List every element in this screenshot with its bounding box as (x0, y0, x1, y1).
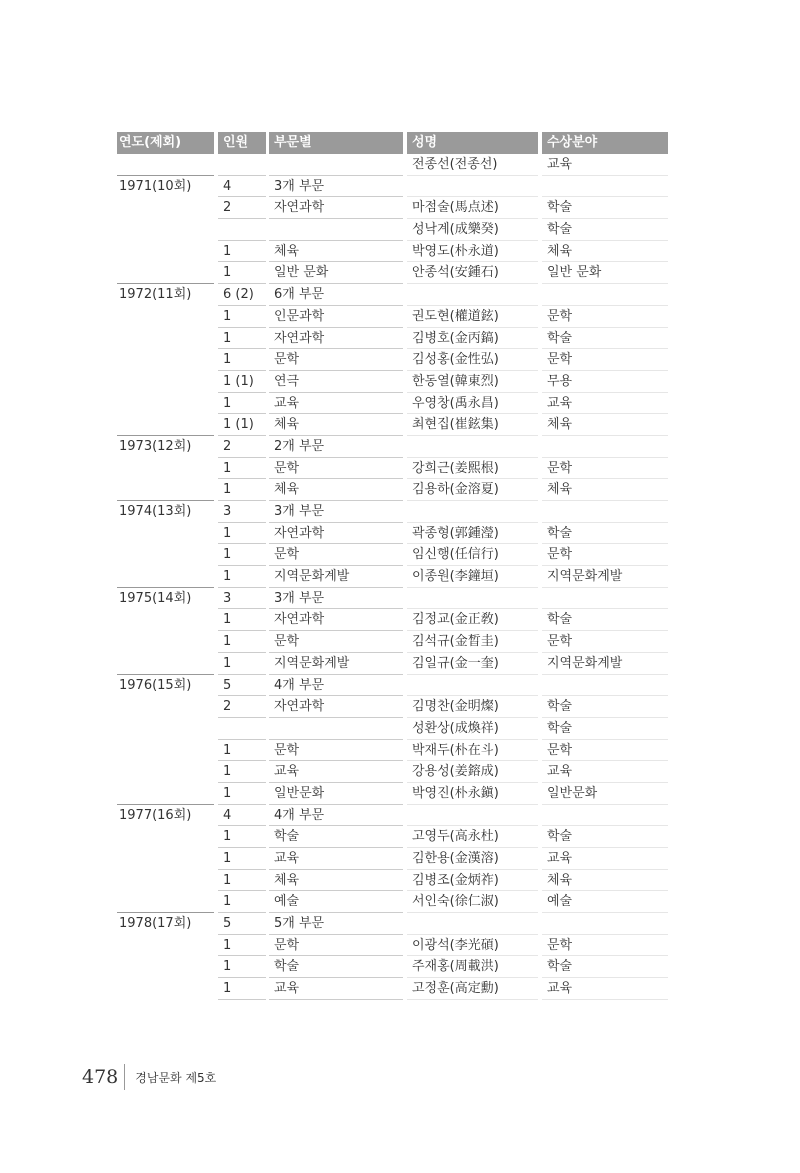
name-cell (407, 913, 538, 935)
count-cell: 1 (1) (218, 414, 266, 436)
count-cell: 1 (218, 935, 266, 957)
count-cell: 1 (218, 328, 266, 350)
name-cell (407, 284, 538, 306)
table-row (117, 978, 668, 1000)
count-cell: 1 (218, 848, 266, 870)
year-cell (117, 544, 214, 566)
year-cell: 1974(13회) (119, 504, 192, 519)
name-cell: 박재두(朴在斗) (407, 740, 538, 762)
name-cell: 고정훈(高定勳) (407, 978, 538, 1000)
year-cell: 1973(12회) (119, 438, 192, 454)
year-cell (117, 631, 214, 653)
field-cell (542, 588, 668, 610)
year-cell (117, 653, 214, 675)
name-cell: 임신행(任信行) (407, 544, 538, 566)
field-cell: 체육 (542, 870, 668, 892)
name-cell: 권도현(權道鉉) (407, 306, 538, 328)
category-cell: 학술 (269, 826, 403, 848)
count-cell: 4 (218, 176, 266, 198)
field-cell (542, 176, 668, 198)
name-cell (407, 501, 538, 523)
category-cell: 3개 부문 (269, 176, 403, 198)
count-cell: 1 (218, 479, 266, 501)
table-row (117, 870, 668, 892)
year-cell: 1972(11회) (119, 287, 192, 303)
year-cell (117, 718, 214, 740)
category-cell: 교육 (269, 393, 403, 415)
table-row (117, 631, 668, 653)
count-cell: 2 (218, 197, 266, 219)
name-cell: 김한용(金漢溶) (407, 848, 538, 870)
name-cell: 우영창(禹永昌) (407, 393, 538, 415)
name-cell: 박영진(朴永鎭) (407, 783, 538, 805)
count-cell: 6 (2) (218, 284, 266, 306)
count-cell: 5 (218, 675, 266, 697)
table-row (117, 588, 668, 610)
field-cell (542, 284, 668, 306)
table-row (117, 935, 668, 957)
year-cell (117, 761, 214, 783)
name-cell: 김병조(金炳祚) (407, 870, 538, 892)
field-cell (542, 675, 668, 697)
category-cell: 예술 (269, 891, 403, 913)
field-cell: 문학 (542, 935, 668, 957)
count-cell: 3 (218, 588, 266, 610)
table-row (117, 783, 668, 805)
year-cell: 1975(14회) (119, 590, 192, 606)
table-row (117, 328, 668, 350)
count-cell: 2 (218, 436, 266, 458)
year-cell (117, 848, 214, 870)
category-cell (269, 219, 403, 241)
year-cell (117, 306, 214, 328)
count-cell: 1 (1) (218, 371, 266, 393)
header-year: 연도(제회) (117, 132, 214, 154)
year-cell (117, 978, 214, 1000)
category-cell: 문학 (269, 458, 403, 480)
year-cell (117, 479, 214, 501)
count-cell: 1 (218, 544, 266, 566)
count-cell (218, 219, 266, 241)
field-cell: 지역문화계발 (542, 653, 668, 675)
category-cell: 일반 문화 (269, 262, 403, 284)
name-cell: 김명찬(金明燦) (407, 696, 538, 718)
table-row (117, 761, 668, 783)
table-row (117, 544, 668, 566)
year-cell (117, 219, 214, 241)
year-cell (117, 393, 214, 415)
field-cell: 학술 (542, 718, 668, 740)
field-cell: 문학 (542, 458, 668, 480)
category-cell: 문학 (269, 740, 403, 762)
year-cell (117, 696, 214, 718)
table-row (117, 805, 668, 827)
count-cell: 1 (218, 891, 266, 913)
field-cell: 교육 (542, 393, 668, 415)
name-cell: 김성홍(金性弘) (407, 349, 538, 371)
field-cell: 학술 (542, 826, 668, 848)
count-cell: 1 (218, 349, 266, 371)
field-cell: 문학 (542, 631, 668, 653)
year-cell: 1976(15회) (119, 677, 192, 693)
table-row (117, 523, 668, 545)
table-row (117, 306, 668, 328)
count-cell: 1 (218, 978, 266, 1000)
year-cell: 1978(17회) (119, 916, 192, 932)
field-cell: 교육 (542, 154, 668, 176)
name-cell: 안종석(安鍾石) (407, 262, 538, 284)
category-cell: 체육 (269, 870, 403, 892)
field-cell: 학술 (542, 219, 668, 241)
name-cell: 전종선(전종선) (407, 154, 538, 176)
table-row (117, 241, 668, 263)
year-cell (117, 740, 214, 762)
field-cell: 문학 (542, 349, 668, 371)
year-cell (117, 371, 214, 393)
count-cell (218, 154, 266, 176)
field-cell: 문학 (542, 544, 668, 566)
category-cell: 3개 부문 (269, 501, 403, 523)
publication-title: 경남문화 제5호 (135, 1070, 217, 1085)
category-cell: 4개 부문 (269, 805, 403, 827)
table-row (117, 393, 668, 415)
table-row (117, 913, 668, 935)
year-cell (117, 523, 214, 545)
category-cell: 체육 (269, 414, 403, 436)
field-cell: 문학 (542, 740, 668, 762)
year-cell (117, 414, 214, 436)
count-cell: 1 (218, 740, 266, 762)
name-cell: 김일규(金一奎) (407, 653, 538, 675)
table-row (117, 956, 668, 978)
category-cell: 2개 부문 (269, 436, 403, 458)
field-cell: 체육 (542, 241, 668, 263)
field-cell: 일반문화 (542, 783, 668, 805)
category-cell: 자연과학 (269, 328, 403, 350)
category-cell: 체육 (269, 479, 403, 501)
name-cell: 주재홍(周載洪) (407, 956, 538, 978)
count-cell: 1 (218, 870, 266, 892)
category-cell: 지역문화계발 (269, 653, 403, 675)
name-cell: 강용성(姜鎔成) (407, 761, 538, 783)
footer-divider (124, 1064, 125, 1090)
year-cell (117, 870, 214, 892)
table-row (117, 718, 668, 740)
count-cell: 1 (218, 761, 266, 783)
table-row (117, 696, 668, 718)
table-row (117, 501, 668, 523)
table-row (117, 414, 668, 436)
name-cell: 성환상(成煥祥) (407, 718, 538, 740)
name-cell (407, 436, 538, 458)
table-row (117, 458, 668, 480)
year-cell (117, 154, 214, 176)
count-cell: 1 (218, 783, 266, 805)
table-row (117, 479, 668, 501)
year-cell: 1977(16회) (119, 807, 192, 823)
field-cell: 학술 (542, 609, 668, 631)
count-cell: 1 (218, 956, 266, 978)
count-cell: 1 (218, 609, 266, 631)
category-cell: 문학 (269, 544, 403, 566)
header-name: 성명 (407, 132, 538, 154)
page-number: 478 (82, 1066, 119, 1088)
field-cell: 예술 (542, 891, 668, 913)
field-cell: 체육 (542, 479, 668, 501)
field-cell: 교육 (542, 848, 668, 870)
year-cell (117, 783, 214, 805)
count-cell: 1 (218, 523, 266, 545)
table-body (117, 154, 668, 1000)
category-cell: 학술 (269, 956, 403, 978)
count-cell: 1 (218, 653, 266, 675)
name-cell: 고영두(高永杜) (407, 826, 538, 848)
count-cell: 1 (218, 631, 266, 653)
field-cell: 교육 (542, 978, 668, 1000)
year-cell: 1971(10회) (119, 178, 192, 194)
count-cell: 1 (218, 826, 266, 848)
category-cell: 문학 (269, 935, 403, 957)
count-cell: 4 (218, 805, 266, 827)
field-cell: 체육 (542, 414, 668, 436)
name-cell: 한동열(韓東烈) (407, 371, 538, 393)
name-cell: 성낙계(成樂癸) (407, 219, 538, 241)
name-cell: 김석규(金晳圭) (407, 631, 538, 653)
field-cell: 교육 (542, 761, 668, 783)
category-cell: 체육 (269, 241, 403, 263)
category-cell: 자연과학 (269, 523, 403, 545)
field-cell: 문학 (542, 306, 668, 328)
category-cell: 지역문화계발 (269, 566, 403, 588)
field-cell (542, 805, 668, 827)
name-cell (407, 176, 538, 198)
count-cell: 1 (218, 393, 266, 415)
count-cell: 1 (218, 306, 266, 328)
table-row (117, 262, 668, 284)
name-cell (407, 805, 538, 827)
category-cell: 교육 (269, 848, 403, 870)
year-cell (117, 826, 214, 848)
table-row (117, 653, 668, 675)
year-cell (117, 197, 214, 219)
category-cell: 문학 (269, 631, 403, 653)
name-cell (407, 588, 538, 610)
year-cell (117, 262, 214, 284)
name-cell: 마점술(馬点述) (407, 197, 538, 219)
year-cell (117, 891, 214, 913)
name-cell: 곽종형(郭鍾瀅) (407, 523, 538, 545)
name-cell: 김용하(金溶夏) (407, 479, 538, 501)
name-cell: 이종원(李鐘垣) (407, 566, 538, 588)
field-cell (542, 913, 668, 935)
year-cell (117, 241, 214, 263)
count-cell: 1 (218, 458, 266, 480)
field-cell: 일반 문화 (542, 262, 668, 284)
table-row (117, 609, 668, 631)
name-cell: 서인숙(徐仁淑) (407, 891, 538, 913)
name-cell: 김정교(金正敎) (407, 609, 538, 631)
count-cell: 2 (218, 696, 266, 718)
table-row (117, 891, 668, 913)
category-cell (269, 154, 403, 176)
table-row (117, 154, 668, 176)
field-cell: 학술 (542, 197, 668, 219)
category-cell: 교육 (269, 978, 403, 1000)
name-cell: 박영도(朴永道) (407, 241, 538, 263)
table-row (117, 675, 668, 697)
field-cell: 학술 (542, 956, 668, 978)
page-footer (82, 1063, 216, 1091)
table-row (117, 176, 668, 198)
category-cell: 자연과학 (269, 696, 403, 718)
category-cell: 자연과학 (269, 609, 403, 631)
category-cell: 일반문화 (269, 783, 403, 805)
field-cell: 학술 (542, 696, 668, 718)
name-cell: 이광석(李光碩) (407, 935, 538, 957)
field-cell (542, 436, 668, 458)
year-cell (117, 328, 214, 350)
category-cell: 3개 부문 (269, 588, 403, 610)
table-row (117, 197, 668, 219)
table-row (117, 371, 668, 393)
count-cell: 5 (218, 913, 266, 935)
field-cell (542, 501, 668, 523)
field-cell: 학술 (542, 523, 668, 545)
year-cell (117, 956, 214, 978)
category-cell: 자연과학 (269, 197, 403, 219)
name-cell (407, 675, 538, 697)
category-cell: 5개 부문 (269, 913, 403, 935)
field-cell: 지역문화계발 (542, 566, 668, 588)
table-row (117, 826, 668, 848)
name-cell: 최현집(崔鉉集) (407, 414, 538, 436)
count-cell: 1 (218, 566, 266, 588)
year-cell (117, 349, 214, 371)
name-cell: 강희근(姜熙根) (407, 458, 538, 480)
category-cell: 연극 (269, 371, 403, 393)
category-cell: 교육 (269, 761, 403, 783)
count-cell (218, 718, 266, 740)
table-row (117, 740, 668, 762)
year-cell (117, 458, 214, 480)
field-cell: 학술 (542, 328, 668, 350)
year-cell (117, 566, 214, 588)
table-row (117, 349, 668, 371)
category-cell: 4개 부문 (269, 675, 403, 697)
table-row (117, 219, 668, 241)
count-cell: 3 (218, 501, 266, 523)
category-cell (269, 718, 403, 740)
name-cell: 김병호(金丙鎬) (407, 328, 538, 350)
table-header (117, 132, 668, 154)
field-cell: 무용 (542, 371, 668, 393)
count-cell: 1 (218, 262, 266, 284)
table-row (117, 848, 668, 870)
header-count: 인원 (218, 132, 266, 154)
count-cell: 1 (218, 241, 266, 263)
category-cell: 문학 (269, 349, 403, 371)
year-cell (117, 935, 214, 957)
table-row (117, 284, 668, 306)
year-cell (117, 609, 214, 631)
awards-table (117, 132, 668, 1000)
table-row (117, 566, 668, 588)
table-row (117, 436, 668, 458)
header-category: 부문별 (269, 132, 403, 154)
header-field: 수상분야 (542, 132, 668, 154)
category-cell: 인문과학 (269, 306, 403, 328)
category-cell: 6개 부문 (269, 284, 403, 306)
